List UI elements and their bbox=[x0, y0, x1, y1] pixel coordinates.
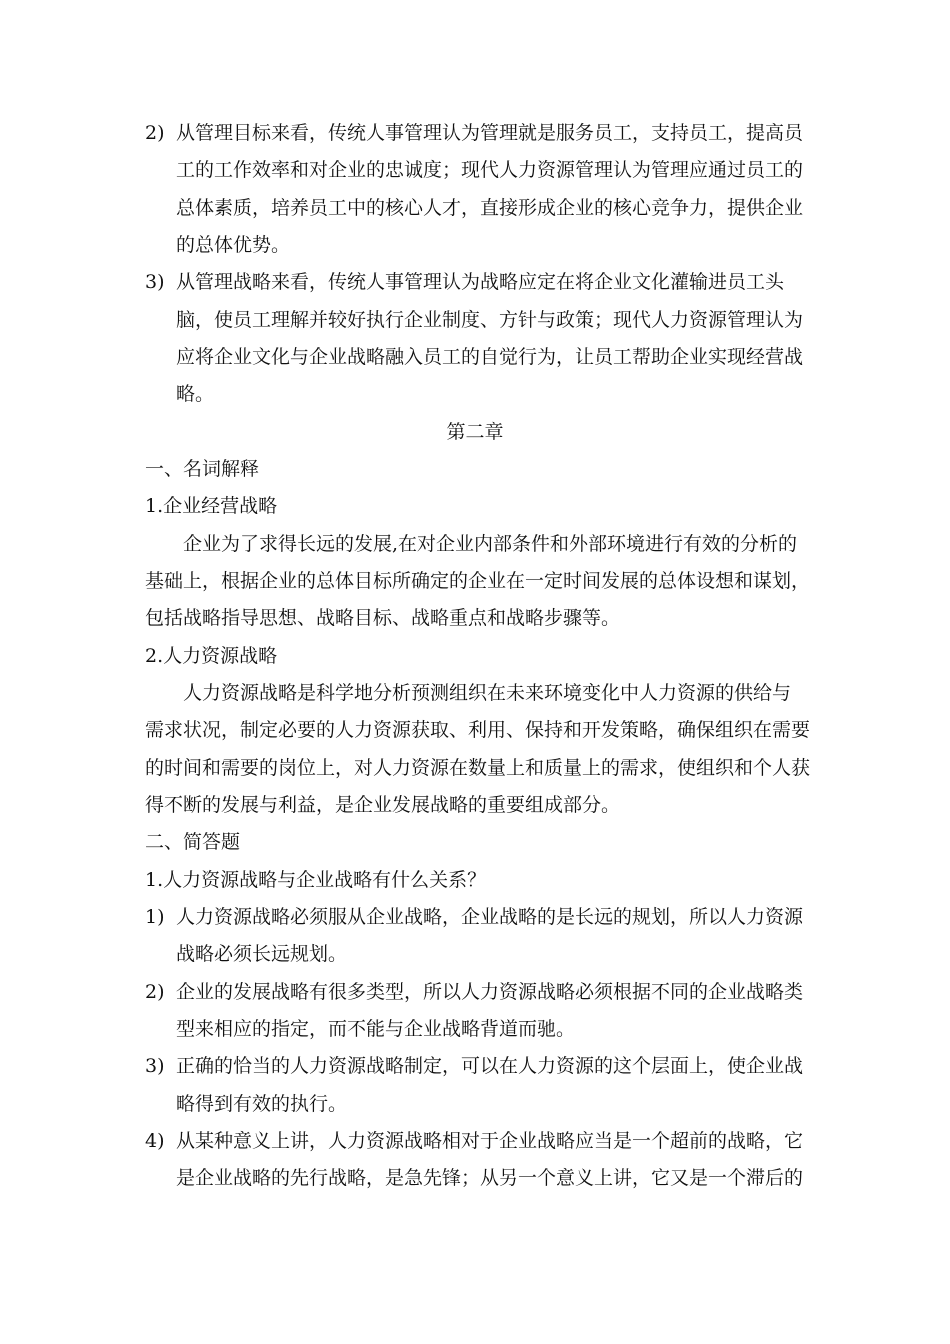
list-number: 4) bbox=[145, 1130, 165, 1152]
list-item-line: 从管理战略来看，传统人事管理认为战略应定在将企业文化灌输进员工头 bbox=[176, 271, 785, 293]
term-heading: 1.企业经营战略 bbox=[145, 495, 278, 517]
paragraph-line: 需求状况，制定必要的人力资源获取、利用、保持和开发策略，确保组织在需要 bbox=[145, 719, 811, 741]
paragraph-line: 的时间和需要的岗位上，对人力资源在数量上和质量上的需求，使组织和个人获 bbox=[145, 757, 811, 779]
paragraph-line: 包括战略指导思想、战略目标、战略重点和战略步骤等。 bbox=[145, 607, 621, 629]
list-item-line: 脑，使员工理解并较好执行企业制度、方针与政策；现代人力资源管理认为 bbox=[176, 309, 804, 331]
list-number: 3) bbox=[145, 271, 165, 293]
list-item-line: 从某种意义上讲，人力资源战略相对于企业战略应当是一个超前的战略，它 bbox=[176, 1130, 804, 1152]
list-item-line: 略得到有效的执行。 bbox=[176, 1093, 348, 1115]
paragraph-line: 企业为了求得长远的发展,在对企业内部条件和外部环境进行有效的分析的 bbox=[183, 533, 798, 555]
term-heading: 2.人力资源战略 bbox=[145, 645, 278, 667]
list-item-line: 工的工作效率和对企业的忠诚度；现代人力资源管理认为管理应通过员工的 bbox=[176, 159, 804, 181]
list-item-line: 人力资源战略必须服从企业战略，企业战略的是长远的规划，所以人力资源 bbox=[176, 906, 804, 928]
paragraph-line: 基础上，根据企业的总体目标所确定的企业在一定时间发展的总体设想和谋划， bbox=[145, 570, 811, 592]
list-item-line: 正确的恰当的人力资源战略制定，可以在人力资源的这个层面上，使企业战 bbox=[176, 1055, 804, 1077]
paragraph-line: 人力资源战略是科学地分析预测组织在未来环境变化中人力资源的供给与 bbox=[183, 682, 792, 704]
question-heading: 1.人力资源战略与企业战略有什么关系？ bbox=[145, 869, 487, 891]
chapter-title: 第二章 bbox=[446, 421, 504, 443]
list-item-line: 略。 bbox=[176, 383, 215, 405]
list-number: 3) bbox=[145, 1055, 165, 1077]
section-heading: 一、名词解释 bbox=[145, 458, 260, 480]
list-item-line: 的总体优势。 bbox=[176, 234, 291, 256]
list-item-line: 总体素质，培养员工中的核心人才，直接形成企业的核心竞争力，提供企业 bbox=[176, 197, 804, 219]
list-item-line: 是企业战略的先行战略，是急先锋；从另一个意义上讲，它又是一个滞后的 bbox=[176, 1167, 804, 1189]
list-item-line: 应将企业文化与企业战略融入员工的自觉行为，让员工帮助企业实现经营战 bbox=[176, 346, 804, 368]
list-item-line: 从管理目标来看，传统人事管理认为管理就是服务员工，支持员工，提高员 bbox=[176, 122, 804, 144]
list-item-line: 企业的发展战略有很多类型，所以人力资源战略必须根据不同的企业战略类 bbox=[176, 981, 804, 1003]
section-heading: 二、简答题 bbox=[145, 831, 241, 853]
list-number: 2) bbox=[145, 981, 165, 1003]
paragraph-line: 得不断的发展与利益，是企业发展战略的重要组成部分。 bbox=[145, 794, 621, 816]
list-item-line: 型来相应的指定，而不能与企业战略背道而驰。 bbox=[176, 1018, 576, 1040]
list-number: 2) bbox=[145, 122, 165, 144]
list-item-line: 战略必须长远规划。 bbox=[176, 943, 348, 965]
list-number: 1) bbox=[145, 906, 165, 928]
